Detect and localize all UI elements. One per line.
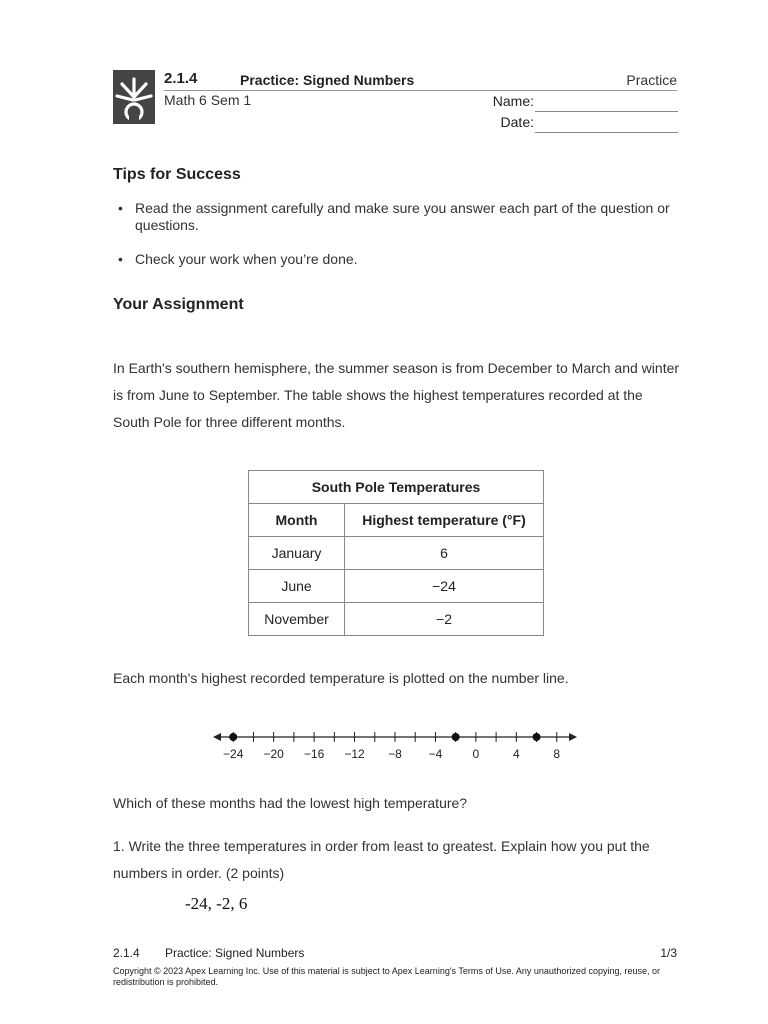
tips-list bbox=[113, 200, 673, 285]
lesson-number: 2.1.4 bbox=[164, 70, 198, 87]
name-field[interactable] bbox=[535, 111, 678, 112]
answer-1[interactable]: -24, -2, 6 bbox=[185, 894, 248, 913]
date-field[interactable] bbox=[535, 132, 678, 133]
table-row bbox=[249, 603, 544, 636]
table-caption: South Pole Temperatures bbox=[249, 471, 544, 504]
intro-paragraph: In Earth's southern hemisphere, the summer season is from December to March and winter is from June to September. The table shows the highest temperatures recorded at the South Pole for three different months. bbox=[113, 360, 680, 430]
table-cell: November bbox=[249, 603, 345, 636]
tick-label: −4 bbox=[428, 747, 443, 761]
table-cell: −24 bbox=[345, 570, 544, 603]
tick-label: 4 bbox=[512, 747, 520, 761]
date-label: Date: bbox=[500, 114, 534, 130]
name-label: Name: bbox=[492, 93, 534, 109]
copyright-notice: Copyright © 2023 Apex Learning Inc. Use of this material is subject to Apex Learning's Terms of Use. Any unauthorized copying, reuse, or redistribution is prohibited. bbox=[113, 966, 660, 987]
plot-paragraph: Each month's highest recorded temperature is plotted on the number line. bbox=[113, 670, 569, 686]
tick-label: −24 bbox=[223, 747, 244, 761]
course-name: Math 6 Sem 1 bbox=[164, 92, 252, 108]
question-text: Which of these months had the lowest high temperature? bbox=[113, 795, 468, 811]
table-cell: −2 bbox=[345, 603, 544, 636]
lesson-title: Practice: Signed Numbers bbox=[240, 72, 415, 88]
table-row bbox=[249, 570, 544, 603]
plotted-point bbox=[533, 733, 541, 741]
number-line bbox=[205, 725, 585, 765]
footer-lesson-number: 2.1.4 bbox=[113, 946, 140, 960]
footer-lesson-title: Practice: Signed Numbers bbox=[165, 946, 305, 960]
left-arrow-icon bbox=[213, 733, 221, 741]
tick-label: 0 bbox=[472, 747, 480, 761]
apex-logo-icon bbox=[113, 70, 155, 124]
task-1-text: 1. Write the three temperatures in order from least to greatest. Explain how you put the numbers in order. (2 points) bbox=[113, 838, 650, 881]
list-item: • Read the assignment carefully and make sure you answer each part of the question or questions. bbox=[113, 200, 673, 234]
table-cell: 6 bbox=[345, 537, 544, 570]
tick-label: −20 bbox=[263, 747, 284, 761]
tips-heading: Tips for Success bbox=[113, 166, 241, 183]
tick-label: 8 bbox=[553, 747, 561, 761]
activity-type: Practice bbox=[626, 72, 677, 88]
tick-label: −12 bbox=[344, 747, 365, 761]
header-divider bbox=[164, 90, 677, 91]
tick-label: −8 bbox=[388, 747, 402, 761]
table-header-month: Month bbox=[249, 504, 345, 537]
plotted-point bbox=[452, 733, 460, 741]
table-row bbox=[249, 537, 544, 570]
table-cell: June bbox=[249, 570, 345, 603]
right-arrow-icon bbox=[569, 733, 577, 741]
plotted-point bbox=[229, 733, 237, 741]
table-cell: January bbox=[249, 537, 345, 570]
list-item: • Check your work when you’re done. bbox=[113, 251, 673, 268]
page-number: 1/3 bbox=[660, 946, 677, 960]
assignment-heading: Your Assignment bbox=[113, 296, 244, 313]
tick-label: −16 bbox=[303, 747, 325, 761]
table-header-temperature: Highest temperature (°F) bbox=[345, 504, 544, 537]
temperature-table bbox=[248, 470, 544, 636]
